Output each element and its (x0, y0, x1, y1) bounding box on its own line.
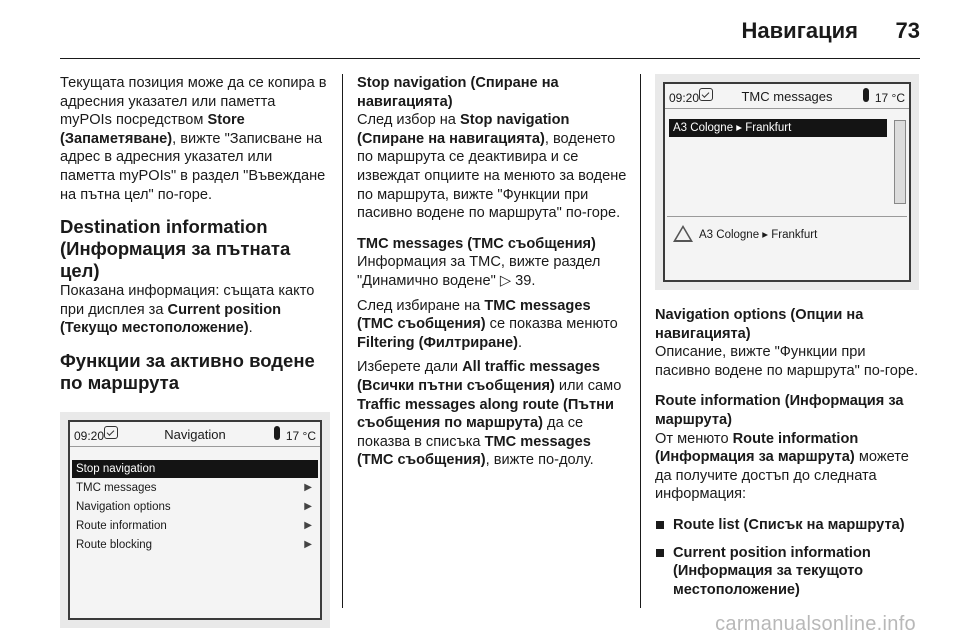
thermometer-icon (274, 426, 280, 440)
status-bar (665, 84, 909, 109)
term-current-position: Current position (Текущо местоположение) (60, 301, 282, 337)
menu-list (70, 447, 320, 554)
column-right (655, 74, 919, 608)
term-along-route: Traffic messages along route (Пътни съобщения по маршрута) (357, 396, 614, 432)
tmc-screen-figure (655, 74, 919, 290)
header-title: Навигация (741, 18, 858, 43)
page-header (0, 0, 960, 62)
text: Информация за TMC, вижте раздел "Динамично водене" (357, 254, 601, 289)
chevron-right-icon: ▶ (304, 481, 312, 493)
paragraph-stop-navigation (357, 111, 627, 223)
navigation-screen-figure (60, 412, 330, 628)
heading-navigation-options: Navigation options (Опции на навигацията) (655, 307, 864, 342)
menu-item-label: TMC messages (76, 481, 157, 494)
text: можете да получите достъп до следната информация: (655, 449, 909, 503)
page-number: 73 (895, 18, 920, 43)
paragraph-route-information (655, 430, 919, 504)
text: След избиране на (357, 297, 485, 314)
heading-route-information: Route information (Информация за маршрута) (655, 393, 904, 428)
tmc-list (667, 118, 889, 138)
screen-title: TMC messages (741, 89, 833, 104)
menu-item-label: Route information (76, 519, 167, 532)
paragraph-tmc-info (357, 253, 627, 290)
tmc-list-item[interactable] (669, 119, 887, 137)
heading-active-guidance: Функции за активно водене по маршрута (60, 349, 315, 393)
paragraph-navigation-options: Описание, вижте "Функции при пасивно водене по маршрута" по-горе. (655, 344, 919, 379)
bullet-current-position: Current position information (Информация за текущото местоположение) (655, 544, 919, 600)
column-left (60, 74, 328, 628)
thermometer-icon (863, 88, 869, 102)
text: Показана информация: същата както при дисплея за (60, 283, 315, 318)
menu-item-route-information[interactable] (72, 517, 318, 535)
status-bar (70, 422, 320, 447)
header-rule (60, 58, 920, 59)
menu-item-label: Navigation options (76, 500, 171, 513)
term-tmc-messages: TMC messages (TMC съобщения) (357, 297, 591, 333)
column-middle (357, 74, 627, 482)
page-reference[interactable]: 39 (515, 272, 532, 289)
bullet-route-list: Route list (Списък на маршрута) (655, 516, 919, 535)
term-filtering: Filtering (Филтриране) (357, 334, 519, 351)
text: От менюто (655, 430, 733, 447)
clock: 09:20 (669, 91, 700, 105)
term-route-information: Route information (Информация за маршрута) (655, 430, 859, 466)
menu-item-stop-navigation[interactable] (72, 460, 318, 478)
text: да се показва в списъка (357, 415, 584, 450)
page-ref-icon: ▷ (499, 272, 516, 289)
screen-display (68, 420, 322, 620)
chevron-right-icon: ▶ (304, 538, 312, 550)
temperature: 17 °C (285, 428, 316, 443)
tmc-detail (667, 216, 907, 253)
screen-display (663, 82, 911, 282)
column-divider (342, 74, 343, 608)
paragraph-destination (60, 282, 328, 338)
chevron-right-icon: ▶ (304, 500, 312, 512)
term-tmc-messages: TMC messages (TMC съобщения) (357, 433, 591, 469)
paragraph-tmc-filter (357, 297, 627, 353)
term-all-traffic: All traffic messages (Всички пътни съобщения) (357, 359, 601, 394)
warning-icon (673, 225, 693, 242)
heading-stop-navigation: Stop navigation (Спиране на навигацията) (357, 75, 559, 110)
text: , воденето по маршрута се деактивира и се извеждат опциите на менюто за водене по маршрута, вижте "Функции при пасивно водене по маршрута" по-горе. (357, 130, 627, 222)
clock: 09:20 (74, 428, 105, 443)
text: Изберете дали (357, 359, 463, 376)
text: или само (554, 377, 622, 394)
text: След избор на (357, 112, 460, 129)
menu-item-navigation-options[interactable] (72, 498, 318, 516)
term-store: Store (Запаметяване) (60, 112, 245, 147)
text: , вижте "Записване на адрес в адресния указател или паметта myPOIs" в раздел "Въвеждане на пътна цел" по-горе. (60, 130, 326, 203)
text: се показва менюто (485, 316, 618, 333)
footer-watermark: carmanualsonline.info (715, 613, 916, 635)
menu-item-tmc-messages[interactable] (72, 479, 318, 497)
menu-item-label: Route blocking (76, 538, 153, 551)
paragraph-tmc-select (357, 358, 627, 470)
text: . (531, 272, 536, 289)
text: . (248, 320, 253, 337)
heading-tmc-messages: TMC messages (TMC съобщения) (357, 235, 596, 252)
term-stop-navigation: Stop navigation (Спиране на навигацията) (357, 112, 570, 147)
tmc-item-label: A3 Cologne ▸ Frankfurt (673, 122, 792, 134)
text: , вижте по-долу. (485, 452, 594, 469)
chevron-right-icon: ▶ (304, 519, 312, 531)
tmc-detail-text: A3 Cologne ▸ Frankfurt (699, 229, 818, 241)
paragraph-store (60, 74, 328, 204)
scrollbar[interactable] (894, 120, 906, 204)
column-divider (640, 74, 641, 608)
heading-destination-info: Destination information (Информация за пътната цел) (60, 216, 291, 282)
temperature: 17 °C (874, 91, 905, 105)
menu-item-route-blocking[interactable] (72, 536, 318, 554)
text: . (518, 334, 523, 351)
text: Текущата позиция може да се копира в адресния указател или паметта myPOIs посредством (60, 75, 327, 129)
screen-title: Navigation (164, 426, 226, 442)
menu-item-label: Stop navigation (76, 462, 156, 475)
